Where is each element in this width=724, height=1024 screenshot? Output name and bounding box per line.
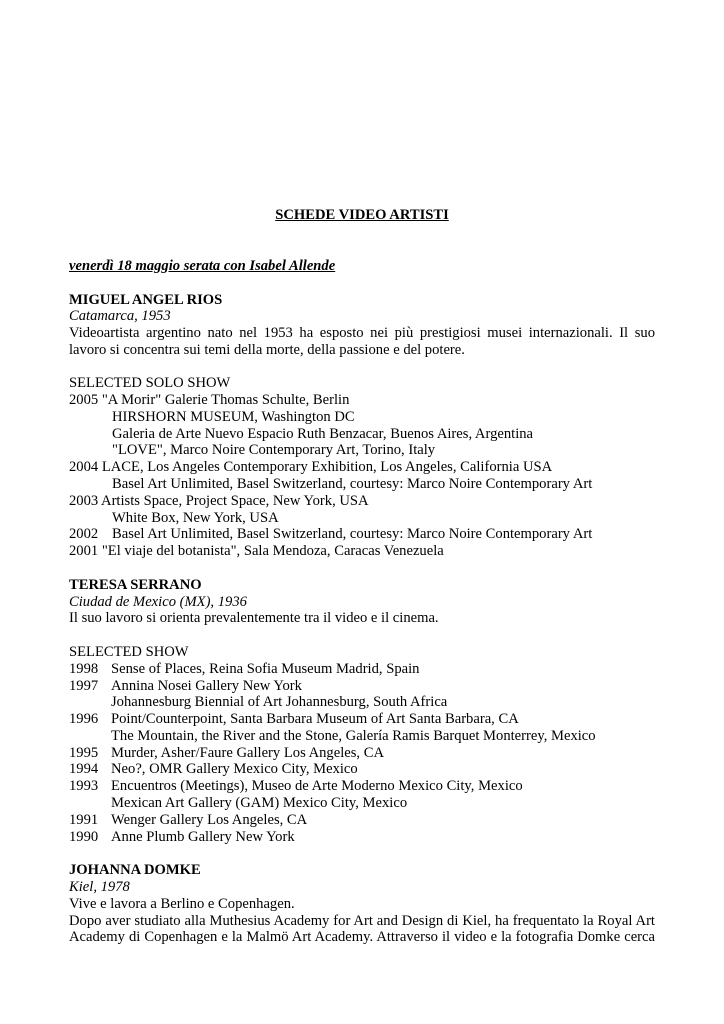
- show-year: 1994: [69, 761, 99, 777]
- show-year: 1997: [69, 678, 99, 694]
- show-text: Mexican Art Gallery (GAM) Mexico City, Mexico: [111, 795, 408, 811]
- show-entry: [69, 761, 358, 778]
- event-date: venerdì 18 maggio serata con Isabel Allende: [69, 258, 336, 274]
- show-entry: 2004 LACE, Los Angeles Contemporary Exhibition, Los Angeles, California USA: [69, 459, 553, 475]
- show-entry: [69, 678, 302, 695]
- show-entry: [69, 711, 519, 728]
- show-text: Wenger Gallery Los Angeles, CA: [111, 812, 308, 828]
- artist-name: JOHANNA DOMKE: [69, 862, 201, 878]
- show-text: Anne Plumb Gallery New York: [111, 829, 295, 845]
- artist-origin: Kiel, 1978: [69, 879, 130, 895]
- show-text: Murder, Asher/Faure Gallery Los Angeles, CA: [111, 745, 384, 761]
- show-entry: [69, 812, 307, 829]
- show-entry: Basel Art Unlimited, Basel Switzerland, courtesy: Marco Noire Contemporary Art: [112, 476, 593, 492]
- show-entry: [69, 694, 447, 711]
- show-year: 1990: [69, 829, 99, 845]
- artist-bio-line: Academy di Copenhagen e la Malmö Art Academy. Attraverso il video e la fotografia Domke cerca: [69, 929, 655, 945]
- artist-bio-line: Il suo lavoro si orienta prevalentemente tra il video e il cinema.: [69, 610, 439, 626]
- show-entry: HIRSHORN MUSEUM, Washington DC: [112, 409, 355, 425]
- show-entry: [69, 778, 523, 795]
- show-entry: [69, 661, 419, 678]
- artist-bio-line: lavoro si concentra sui temi della morte, della passione e del potere.: [69, 342, 465, 358]
- show-text: Neo?, OMR Gallery Mexico City, Mexico: [111, 761, 358, 777]
- show-entry: [69, 795, 407, 812]
- show-entry: White Box, New York, USA: [112, 510, 279, 526]
- show-year: 1995: [69, 745, 99, 761]
- show-text: Annina Nosei Gallery New York: [111, 678, 302, 694]
- show-year: 1991: [69, 812, 99, 828]
- artist-origin: Catamarca, 1953: [69, 308, 171, 324]
- artist-bio-line: Vive e lavora a Berlino e Copenhagen.: [69, 896, 295, 912]
- show-entry: "LOVE", Marco Noire Contemporary Art, Torino, Italy: [112, 442, 436, 458]
- artist-name: TERESA SERRANO: [69, 577, 202, 593]
- show-entry: Galeria de Arte Nuevo Espacio Ruth Benzacar, Buenos Aires, Argentina: [112, 426, 534, 442]
- show-text: Point/Counterpoint, Santa Barbara Museum of Art Santa Barbara, CA: [111, 711, 519, 727]
- show-text: Encuentros (Meetings), Museo de Arte Moderno Mexico City, Mexico: [111, 778, 523, 794]
- show-entry: [69, 829, 295, 846]
- show-entry: 2003 Artists Space, Project Space, New York, USA: [69, 493, 369, 509]
- show-year: 1998: [69, 661, 99, 677]
- section-heading: SELECTED SOLO SHOW: [69, 375, 231, 391]
- section-heading: SELECTED SHOW: [69, 644, 189, 660]
- show-text: Sense of Places, Reina Sofia Museum Madrid, Spain: [111, 661, 420, 677]
- show-entry: [69, 728, 596, 745]
- show-year: 1996: [69, 711, 99, 727]
- show-entry: Basel Art Unlimited, Basel Switzerland, courtesy: Marco Noire Contemporary Art: [112, 526, 593, 542]
- show-entry: 2001 "El viaje del botanista", Sala Mendoza, Caracas Venezuela: [69, 543, 444, 559]
- artist-origin: Ciudad de Mexico (MX), 1936: [69, 594, 247, 610]
- show-year: 2002: [69, 526, 99, 542]
- show-text: Johannesburg Biennial of Art Johannesburg, South Africa: [111, 694, 448, 710]
- show-year: 1993: [69, 778, 99, 794]
- document-title: SCHEDE VIDEO ARTISTI: [275, 207, 449, 223]
- show-entry: [69, 745, 384, 762]
- artist-bio-line: Dopo aver studiato alla Muthesius Academy for Art and Design di Kiel, ha frequentato la Royal Art: [69, 913, 655, 929]
- show-text: The Mountain, the River and the Stone, Galería Ramis Barquet Monterrey, Mexico: [111, 728, 596, 744]
- show-entry: 2005 "A Morir" Galerie Thomas Schulte, Berlin: [69, 392, 350, 408]
- artist-bio-line: Videoartista argentino nato nel 1953 ha esposto nei più prestigiosi musei internazionali. Il suo: [69, 325, 655, 341]
- artist-name: MIGUEL ANGEL RIOS: [69, 292, 223, 308]
